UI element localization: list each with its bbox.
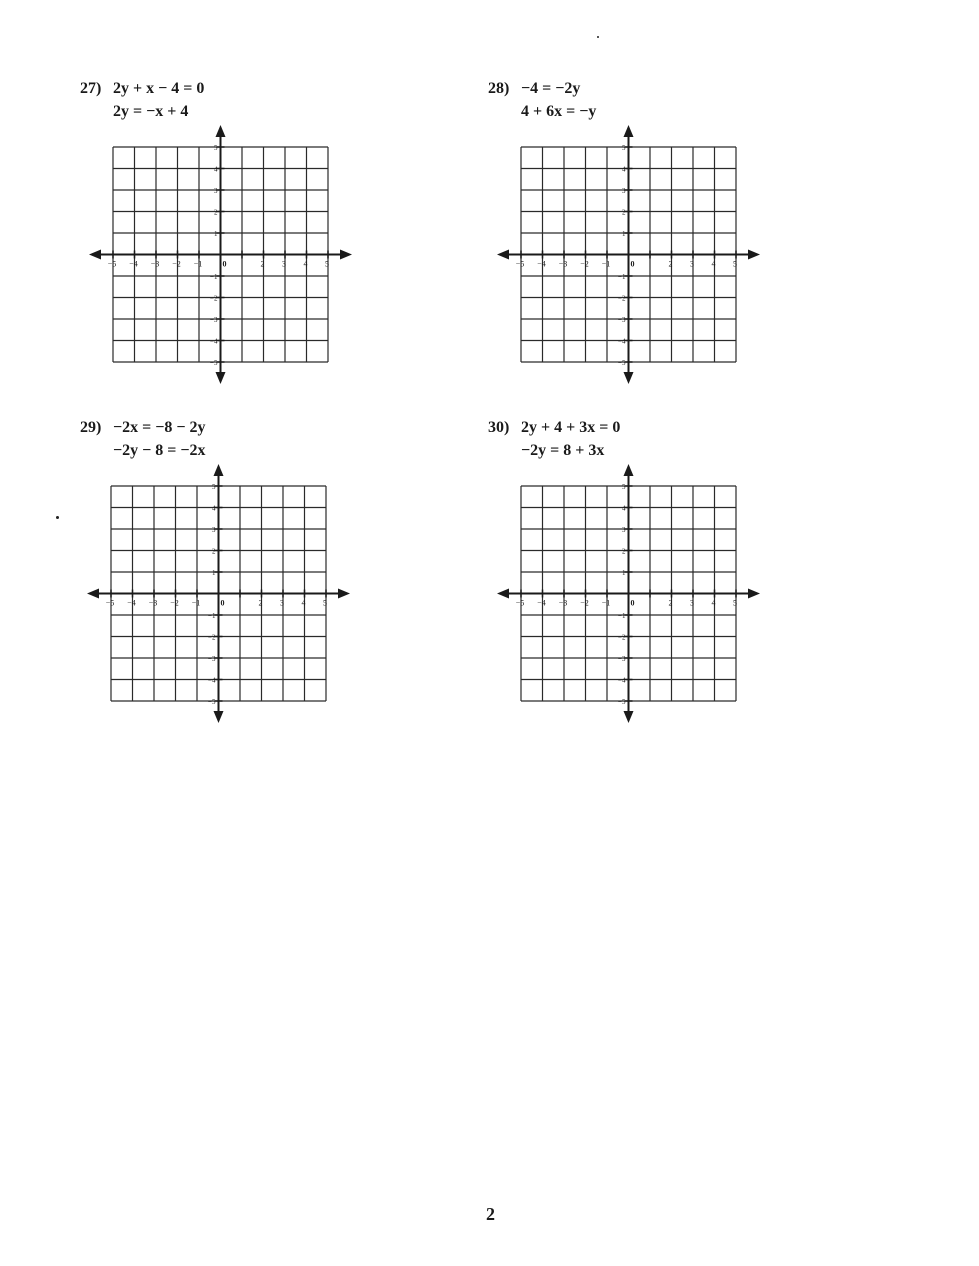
x-tick-label: −2 [172,259,181,269]
scan-speck [597,36,599,38]
x-axis-arrow-right [748,250,760,260]
equation-line-1: 2y + x − 4 = 0 [113,80,205,97]
y-tick-label: 1 [212,569,216,577]
x-tick-label: 0 [630,598,635,608]
x-tick-label: 5 [733,598,737,608]
y-tick-label: 5 [622,483,626,491]
y-tick-label: 3 [212,526,216,534]
y-axis-arrow-down [624,711,634,723]
y-tick-label: −1 [618,273,626,281]
x-tick-label: 5 [325,259,329,269]
y-tick-label: 2 [622,547,626,556]
x-tick-label: −2 [580,259,589,269]
scan-speck [56,516,59,519]
x-axis-arrow-left [89,250,101,260]
problem-28 [488,77,788,397]
y-axis-arrow-up [216,125,226,137]
x-tick-label: −1 [601,259,611,269]
y-tick-label: −3 [618,655,626,663]
y-tick-label: −2 [618,294,626,303]
coordinate-grid[interactable] [86,466,366,736]
y-tick-label: 2 [212,547,216,556]
x-tick-label: −3 [558,598,568,608]
equation-line-2: −2y = 8 + 3x [521,442,605,459]
x-tick-label: 3 [690,598,694,608]
equation-line-1: −2x = −8 − 2y [113,419,206,436]
y-tick-label: 1 [214,230,218,238]
x-axis-arrow-left [497,250,509,260]
problem-27 [80,77,380,397]
problem-number: 27) [80,80,102,97]
y-tick-label: −1 [618,612,626,620]
y-tick-label: 3 [214,187,218,195]
x-tick-label: −2 [580,598,589,608]
x-tick-label: −3 [148,598,158,608]
x-tick-label: 0 [220,598,225,608]
x-tick-label: −1 [193,259,203,269]
y-tick-label: 5 [214,144,218,152]
equation-line-1: −4 = −2y [521,80,581,97]
x-tick-label: −5 [515,598,525,608]
y-tick-label: −2 [618,633,626,642]
y-axis-arrow-up [214,464,224,476]
equation-line-2: −2y − 8 = −2x [113,442,206,459]
problem-header [80,416,205,462]
coordinate-grid[interactable] [496,466,776,736]
x-axis-arrow-left [497,589,509,599]
problem-number: 30) [488,419,510,436]
y-tick-label: 1 [622,569,626,577]
x-tick-label: −4 [537,598,546,608]
x-tick-label: 4 [711,259,716,269]
y-tick-label: −4 [210,337,218,346]
x-axis-arrow-right [340,250,352,260]
problem-30 [488,416,788,736]
x-tick-label: −4 [129,259,138,269]
problem-header [80,77,204,123]
x-tick-label: −5 [105,598,115,608]
problem-number: 29) [80,419,102,436]
y-tick-label: 5 [622,144,626,152]
x-axis-arrow-right [748,589,760,599]
coordinate-grid[interactable] [496,127,776,397]
y-tick-label: −1 [210,273,218,281]
x-tick-label: 3 [690,259,694,269]
y-tick-label: −3 [210,316,218,324]
y-tick-label: 3 [622,187,626,195]
y-axis-arrow-up [624,125,634,137]
problem-header [488,416,620,462]
x-tick-label: −4 [127,598,136,608]
x-tick-label: 2 [668,598,673,608]
x-tick-label: −3 [150,259,160,269]
y-tick-label: −2 [210,294,218,303]
problem-header [488,77,596,123]
y-tick-label: −4 [618,337,626,346]
x-tick-label: 4 [303,259,308,269]
x-tick-label: 5 [733,259,737,269]
y-tick-label: −4 [618,676,626,685]
x-tick-label: −1 [191,598,201,608]
y-tick-label: 1 [622,230,626,238]
x-tick-label: −5 [515,259,525,269]
y-tick-label: 4 [214,165,218,174]
equation-line-2: 4 + 6x = −y [521,103,597,120]
x-axis-arrow-left [87,589,99,599]
y-tick-label: −3 [208,655,216,663]
y-axis-arrow-down [624,372,634,384]
x-tick-label: 5 [323,598,327,608]
y-axis-arrow-down [216,372,226,384]
x-tick-label: −5 [107,259,117,269]
x-tick-label: 2 [260,259,265,269]
y-tick-label: 4 [212,504,216,513]
problem-number: 28) [488,80,510,97]
page-number: 2 [486,1204,495,1224]
coordinate-grid[interactable] [88,127,368,397]
y-tick-label: 5 [212,483,216,491]
y-tick-label: −1 [208,612,216,620]
y-tick-label: −4 [208,676,216,685]
y-tick-label: −5 [618,359,626,367]
x-tick-label: 4 [301,598,306,608]
x-axis-arrow-right [338,589,350,599]
equation-line-2: 2y = −x + 4 [113,103,189,120]
x-tick-label: 4 [711,598,716,608]
x-tick-label: −3 [558,259,568,269]
y-tick-label: −3 [618,316,626,324]
y-tick-label: −5 [210,359,218,367]
y-tick-label: 2 [622,208,626,217]
x-tick-label: 0 [630,259,635,269]
y-tick-label: −5 [618,698,626,706]
x-tick-label: −2 [170,598,179,608]
problem-29 [80,416,380,736]
y-axis-arrow-up [624,464,634,476]
x-tick-label: 3 [282,259,286,269]
x-tick-label: −1 [601,598,611,608]
y-tick-label: 4 [622,504,626,513]
x-tick-label: 2 [668,259,673,269]
x-tick-label: 2 [258,598,263,608]
x-tick-label: 0 [222,259,227,269]
x-tick-label: 3 [280,598,284,608]
y-tick-label: −2 [208,633,216,642]
x-tick-label: −4 [537,259,546,269]
equation-line-1: 2y + 4 + 3x = 0 [521,419,621,436]
y-tick-label: 3 [622,526,626,534]
y-axis-arrow-down [214,711,224,723]
y-tick-label: 2 [214,208,218,217]
y-tick-label: 4 [622,165,626,174]
y-tick-label: −5 [208,698,216,706]
